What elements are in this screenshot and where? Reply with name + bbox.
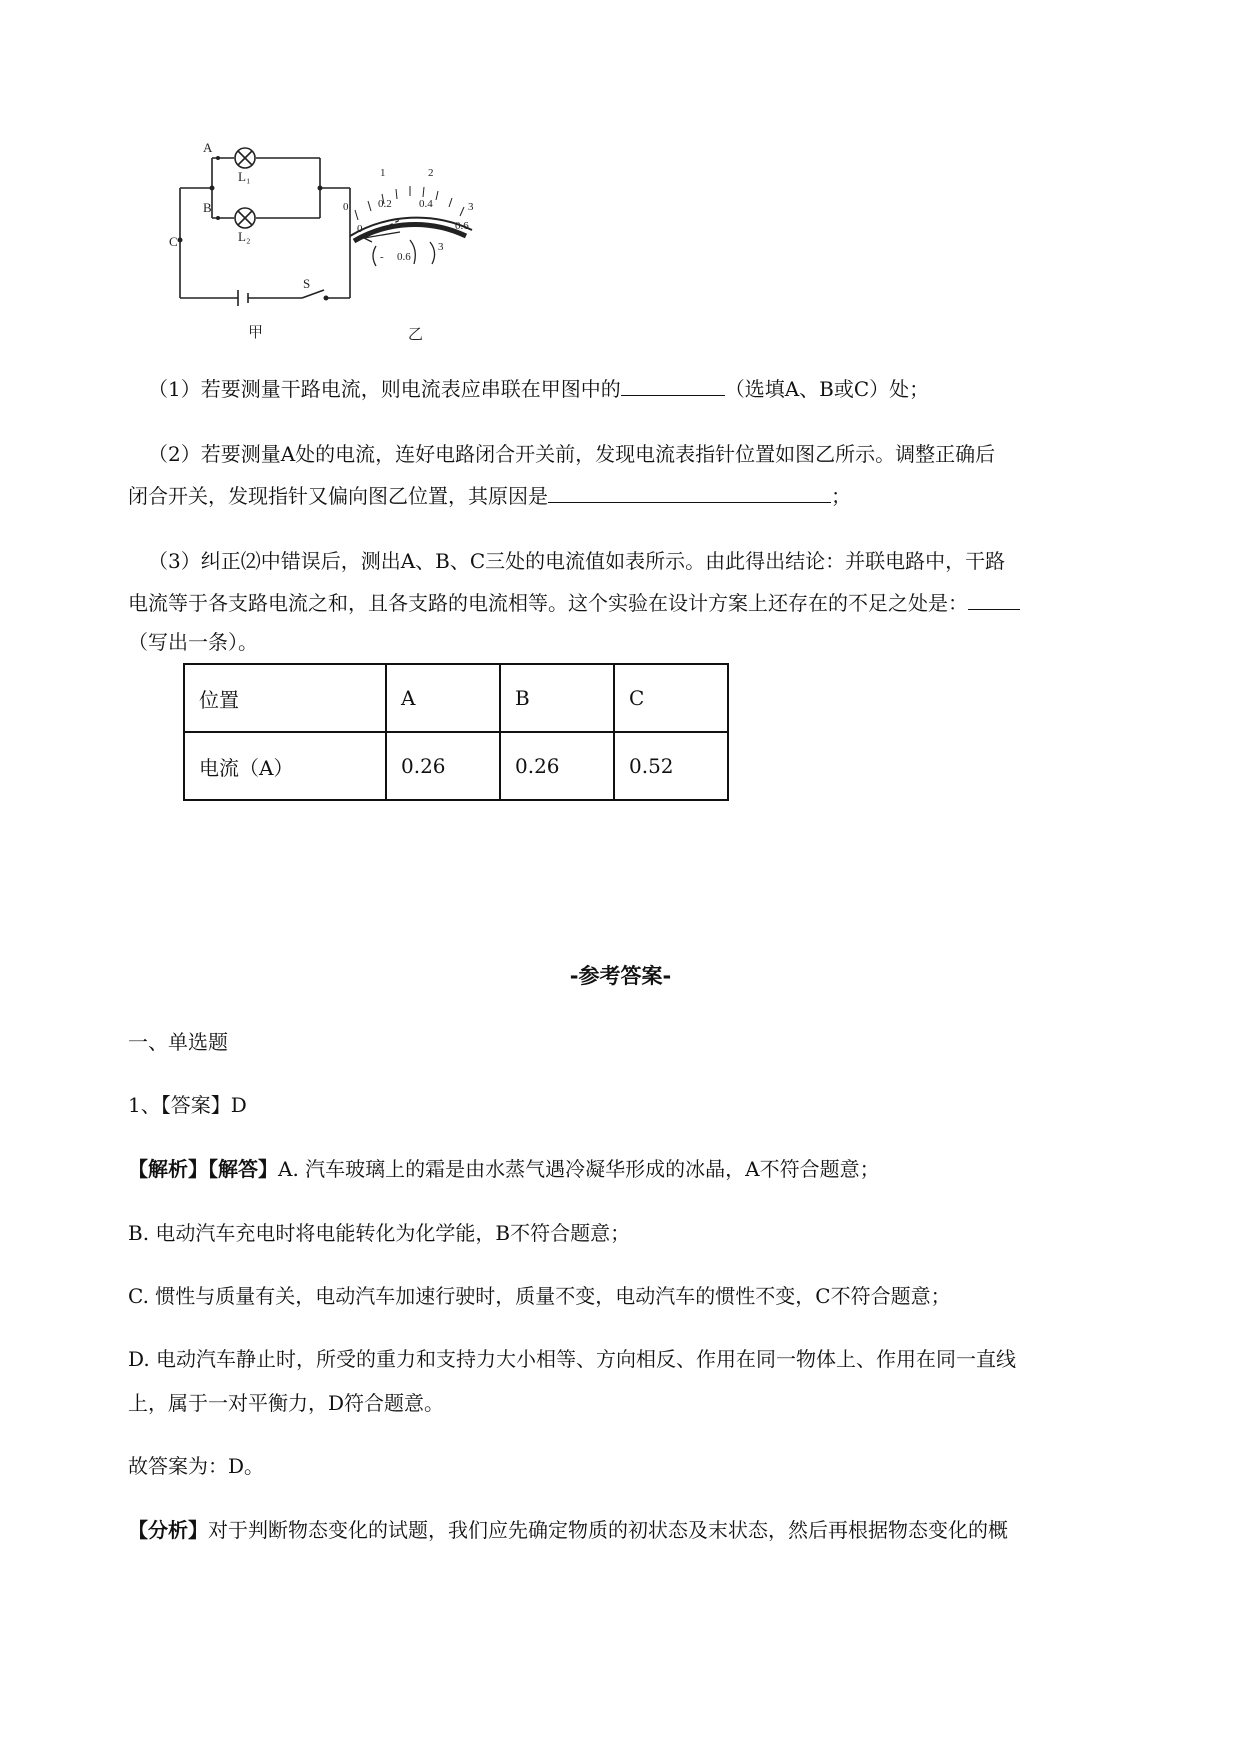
question-3-line-2-text: 电流等于各支路电流之和，且各支路的电流相等。这个实验在设计方案上还存在的不足之处是： bbox=[128, 591, 968, 615]
upper-tick-2: 2 bbox=[428, 167, 434, 179]
table-cell: 电流（A） bbox=[184, 732, 386, 800]
label-c: C bbox=[169, 234, 178, 249]
answer-1-head: 1、【答案】D bbox=[128, 1093, 247, 1117]
table-cell: 0.52 bbox=[614, 732, 728, 800]
analysis-tag: 【解析】【解答】 bbox=[128, 1157, 278, 1181]
caption-jia: 甲 bbox=[248, 325, 264, 341]
answer-blank-1[interactable] bbox=[621, 373, 725, 396]
lower-tick-0: 0 bbox=[357, 223, 363, 235]
table-cell: C bbox=[614, 664, 728, 732]
question-2-line-2-prefix: 闭合开关，发现指针又偏向图乙位置，其原因是 bbox=[128, 484, 548, 508]
analysis-a-text: A. 汽车玻璃上的霜是由水蒸气遇冷凝华形成的冰晶，A不符合题意； bbox=[278, 1157, 880, 1181]
question-3-line-1: （3）纠正⑵中错误后，测出A、B、C三处的电流值如表所示。由此得出结论：并联电路中，干路 bbox=[148, 549, 1006, 573]
analysis-d-line-2: 上，属于一对平衡力，D符合题意。 bbox=[128, 1391, 445, 1415]
analysis-b: B. 电动汽车充电时将电能转化为化学能，B不符合题意； bbox=[128, 1221, 631, 1245]
label-s: S bbox=[303, 276, 311, 291]
terminal-06: 0.6 bbox=[397, 251, 411, 263]
table-row bbox=[184, 732, 728, 800]
lamp-l1-icon bbox=[235, 148, 255, 168]
question-1-prefix: （1）若要测量干路电流，则电流表应串联在甲图中的 bbox=[148, 377, 621, 401]
question-2-line-1: （2）若要测量A处的电流，连好电路闭合开关前，发现电流表指针位置如图乙所示。调整正确后 bbox=[148, 442, 996, 466]
table-cell: 位置 bbox=[184, 664, 386, 732]
lower-tick-2: 0.4 bbox=[419, 198, 433, 210]
terminal-minus: - bbox=[380, 251, 384, 263]
question-1-suffix: （选填A、B或C）处； bbox=[724, 377, 930, 401]
upper-tick-1: 1 bbox=[380, 167, 386, 179]
table-cell: 0.26 bbox=[500, 732, 614, 800]
fenxi bbox=[128, 1512, 1138, 1548]
ammeter-dial-yi bbox=[350, 186, 472, 266]
question-2-line-2 bbox=[128, 478, 1138, 514]
label-l2: L₂ bbox=[238, 229, 251, 244]
table-row bbox=[184, 664, 728, 732]
upper-tick-3: 3 bbox=[468, 201, 474, 213]
circuit-diagram-jia bbox=[180, 158, 350, 306]
table-cell: A bbox=[386, 664, 500, 732]
terminal-3: 3 bbox=[438, 241, 444, 253]
lower-tick-1: 0.2 bbox=[378, 198, 392, 210]
upper-tick-0: 0 bbox=[343, 201, 349, 213]
question-2-line-2-suffix: ； bbox=[831, 484, 851, 508]
answer-blank-3[interactable] bbox=[968, 587, 1020, 610]
fenxi-tag: 【分析】 bbox=[128, 1518, 208, 1542]
circuit-figure bbox=[150, 140, 550, 350]
table-cell: B bbox=[500, 664, 614, 732]
analysis-d-line-1: D. 电动汽车静止时，所受的重力和支持力大小相等、方向相反、作用在同一物体上、作用在同一直线 bbox=[128, 1347, 1017, 1371]
label-l1: L₁ bbox=[238, 169, 251, 184]
lamp-l2-icon bbox=[235, 208, 255, 228]
analysis-c: C. 惯性与质量有关，电动汽车加速行驶时，质量不变，电动汽车的惯性不变，C不符合题意； bbox=[128, 1284, 951, 1308]
analysis-a bbox=[128, 1151, 1138, 1187]
fenxi-text: 对于判断物态变化的试题，我们应先确定物质的初状态及末状态，然后再根据物态变化的概 bbox=[208, 1518, 1008, 1542]
question-3-line-2 bbox=[128, 585, 1138, 621]
label-a: A bbox=[203, 140, 213, 155]
current-table bbox=[183, 663, 729, 801]
conclusion: 故答案为：D。 bbox=[128, 1454, 265, 1478]
lower-tick-3: 0.6 bbox=[455, 220, 469, 232]
label-b: B bbox=[203, 200, 212, 215]
section-heading: 一、单选题 bbox=[128, 1030, 228, 1054]
question-1 bbox=[148, 371, 1158, 407]
question-3-line-3: （写出一条）。 bbox=[128, 630, 258, 654]
answer-title: -参考答案- bbox=[569, 964, 672, 988]
table-cell: 0.26 bbox=[386, 732, 500, 800]
answer-blank-2[interactable] bbox=[548, 480, 831, 503]
caption-yi: 乙 bbox=[408, 327, 424, 343]
